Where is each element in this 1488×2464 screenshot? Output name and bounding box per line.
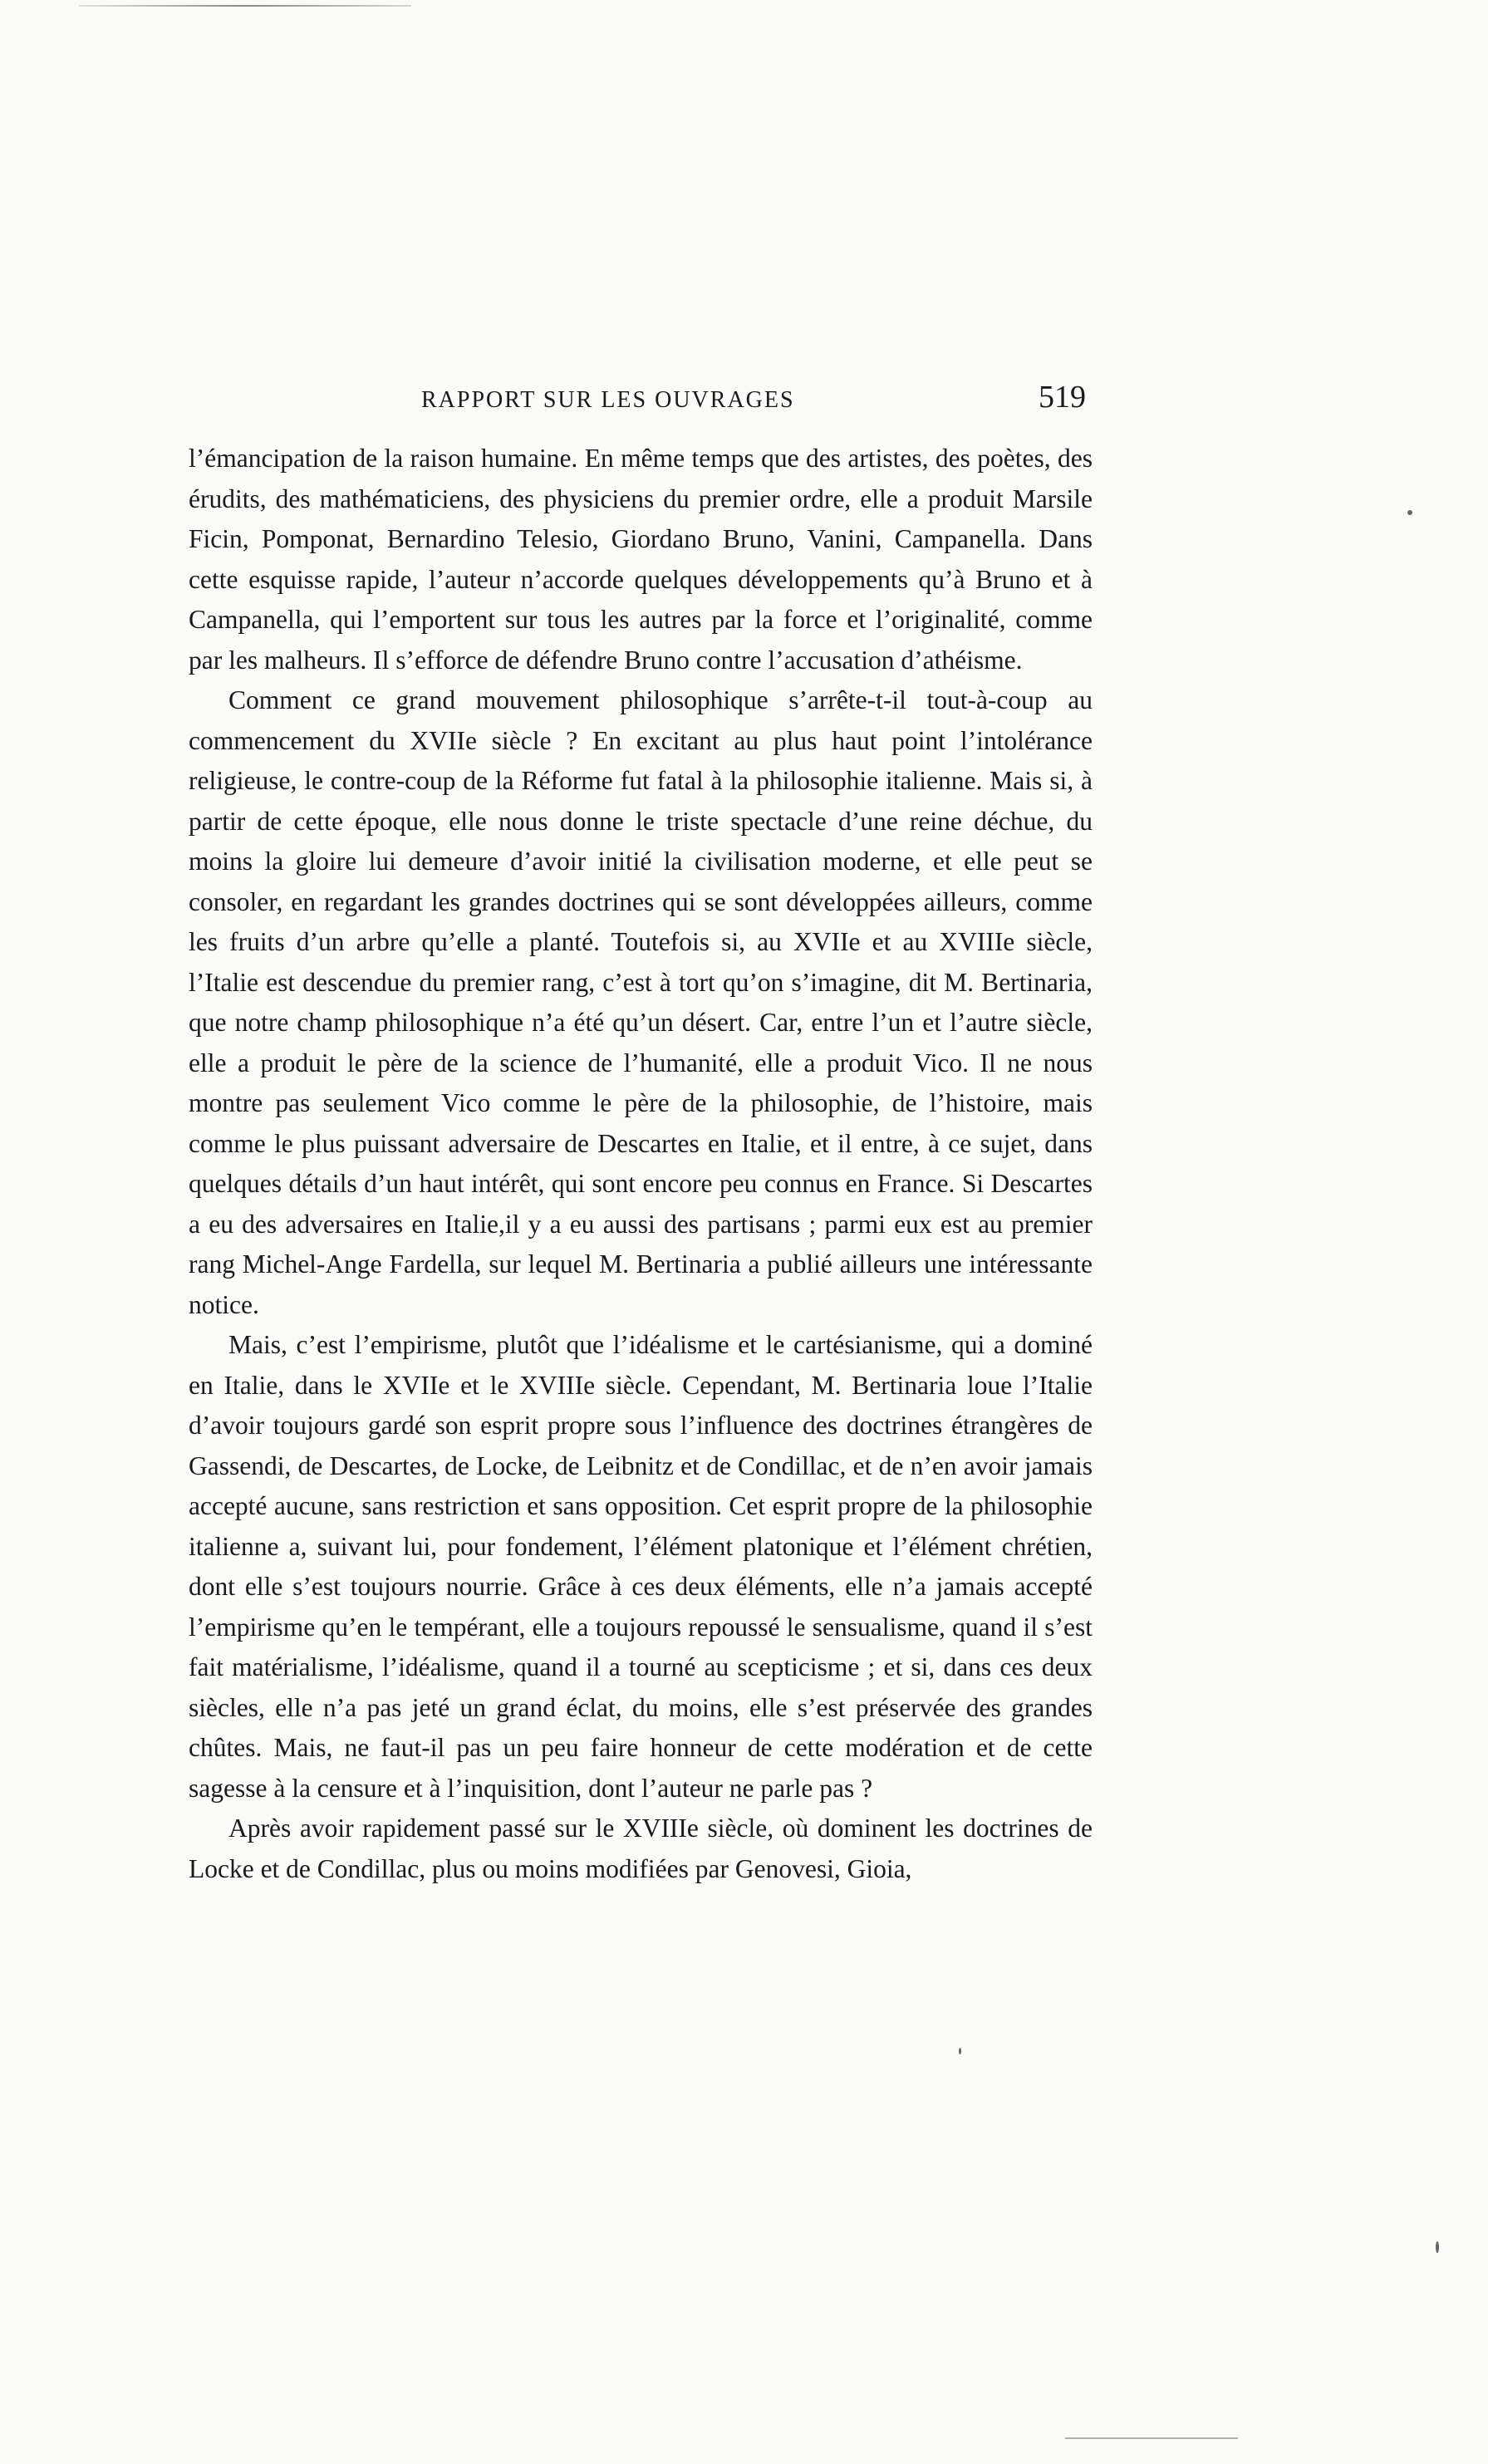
running-title: RAPPORT SUR LES OUVRAGES <box>421 387 795 413</box>
margin-mark <box>959 2048 961 2054</box>
paragraph-1: l’émancipation de la raison humaine. En même temps que des artistes, des poètes, des érudits, des mathématiciens, des physiciens du premier ordre, elle a produit Marsile Ficin, Pomponat, Bernardino Telesio, Giordano Bruno, Vanini, Campanella. Dans cette esquisse rapide, l’auteur n’accorde quelques développements qu’à Bruno et à Campanella, qui l’emportent sur tous les autres par la force et l’originalité, comme par les malheurs. Il s’efforce de défendre Bruno contre l’accusation d’athéisme. <box>189 444 1093 675</box>
scan-edge-mark <box>79 5 411 7</box>
page-header <box>189 380 1093 425</box>
margin-mark <box>1407 510 1412 515</box>
paragraph-3: Mais, c’est l’empirisme, plutôt que l’idéalisme et le cartésianisme, qui a dominé en Italie, dans le XVIIe et le XVIIIe siècle. Cependant, M. Bertinaria loue l’Italie d’avoir toujours gardé son esprit propre sous l’influence des doctrines étrangères de Gassendi, de Descartes, de Locke, de Leibnitz et de Condillac, et de n’en avoir jamais accepté aucune, sans restriction et sans opposition. Cet esprit propre de la philosophie italienne a, suivant lui, pour fondement, l’élément platonique et l’élément chrétien, dont elle s’est toujours nourrie. Grâce à ces deux éléments, elle n’a jamais accepté l’empirisme qu’en le tempérant, elle a toujours repoussé le sensualisme, quand il s’est fait matérialisme, l’idéalisme, quand il a tourné au scepticisme ; et si, dans ces deux siècles, elle n’a pas jeté un grand éclat, du moins, elle s’est préservée des grandes chûtes. Mais, ne faut-il pas un peu faire honneur de cette modération et de cette sagesse à la censure et à l’inquisition, dont l’auteur ne parle pas ? <box>189 1330 1093 1803</box>
paragraph-4: Après avoir rapidement passé sur le XVIIIe siècle, où dominent les doctrines de Locke et de Condillac, plus ou moins modifiées par Genovesi, Gioia, <box>189 1814 1093 1883</box>
paragraph-2: Comment ce grand mouvement philosophique s’arrête-t-il tout-à-coup au commencement du XVIIe siècle ? En excitant au plus haut point l’intolérance religieuse, le contre-coup de la Réforme fut fatal à la philosophie italienne. Mais si, à partir de cette époque, elle nous donne le triste spectacle d’une reine déchue, du moins la gloire lui demeure d’avoir initié la civilisation moderne, et elle peut se consoler, en regardant les grandes doctrines qui se sont développées ailleurs, comme les fruits d’un arbre qu’elle a planté. Toutefois si, au XVIIe et au XVIIIe siècle, l’Italie est descendue du premier rang, c’est à tort qu’on s’imagine, dit M. Bertinaria, que notre champ philosophique n’a été qu’un désert. Car, entre l’un et l’autre siècle, elle a produit le père de la science de l’humanité, elle a produit Vico. Il ne nous montre pas seulement Vico comme le père de la philosophie, de l’histoire, mais comme le plus puissant adversaire de Descartes en Italie, et il entre, à ce sujet, dans quelques détails d’un haut intérêt, qui sont encore peu connus en France. Si Descartes a eu des adversaires en Italie,il y a eu aussi des partisans ; parmi eux est au premier rang Michel-Ange Fardella, sur lequel M. Bertinaria a publié ailleurs une intéressante notice. <box>189 685 1093 1319</box>
scan-edge-mark <box>1065 2437 1238 2439</box>
page-number: 519 <box>1039 380 1086 415</box>
body-text <box>189 439 1093 2000</box>
margin-mark <box>1436 2241 1439 2253</box>
